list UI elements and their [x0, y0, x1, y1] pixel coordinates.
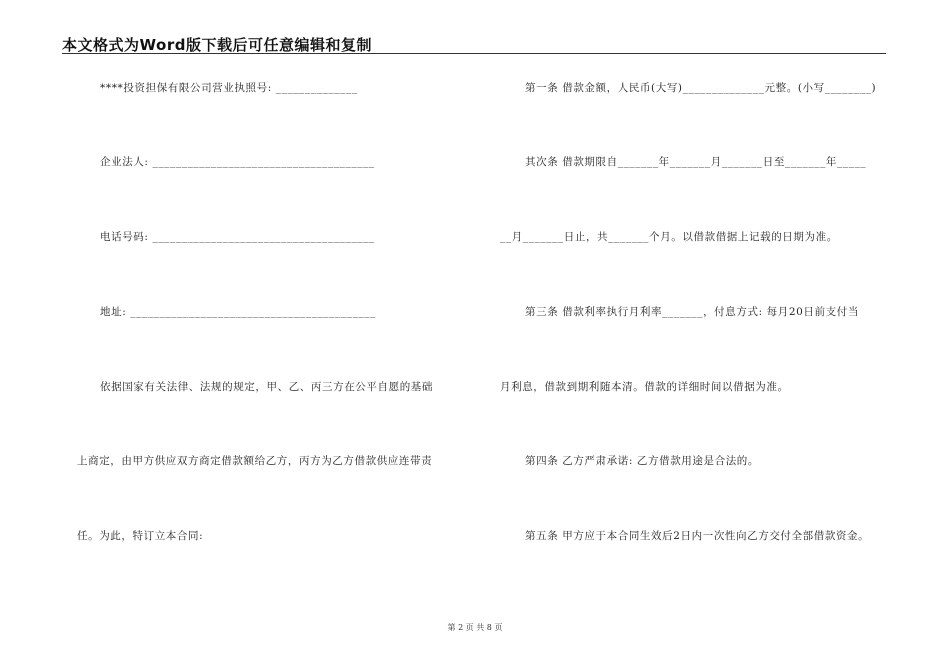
left-line-address: 地址: __________________________________________: [100, 306, 376, 318]
right-line-article-2: 其次条 借款期限自_______年_______月_______日至_______年_____: [525, 156, 867, 168]
left-line-preamble-1: 依据国家有关法律、法规的规定，甲、乙、丙三方在公平自愿的基础: [100, 381, 433, 393]
left-line-preamble-3: 任。为此，特订立本合同:: [77, 530, 204, 542]
left-line-preamble-2: 上商定，由甲方供应双方商定借款额给乙方，丙方为乙方借款供应连带责: [77, 455, 433, 467]
header-divider: [62, 53, 886, 54]
page-number: 第 2 页 共 8 页: [447, 623, 503, 632]
left-line-license-number: ****投资担保有限公司营业执照号: ______________: [100, 82, 358, 94]
right-line-article-5: 第五条 甲方应于本合同生效后2日内一次性向乙方交付全部借款资金。: [525, 530, 870, 542]
right-line-article-3: 第三条 借款利率执行月利率_______，付息方式: 每月20日前支付当: [525, 306, 859, 318]
document-header-title: 本文格式为Word版下载后可任意编辑和复制: [62, 36, 372, 54]
left-line-legal-person: 企业法人: ______________________________________: [100, 156, 375, 168]
right-line-article-2-cont: __月_______日止，共_______个月。以借款借据上记载的日期为准。: [500, 231, 838, 243]
right-line-article-4: 第四条 乙方严肃承诺: 乙方借款用途是合法的。: [525, 455, 760, 467]
right-line-article-1: 第一条 借款金额，人民币(大写)______________元整。(小写________): [525, 82, 877, 94]
left-line-phone: 电话号码: ______________________________________: [100, 231, 375, 243]
right-line-article-3-cont: 月利息，借款到期利随本清。借款的详细时间以借据为准。: [500, 381, 789, 393]
